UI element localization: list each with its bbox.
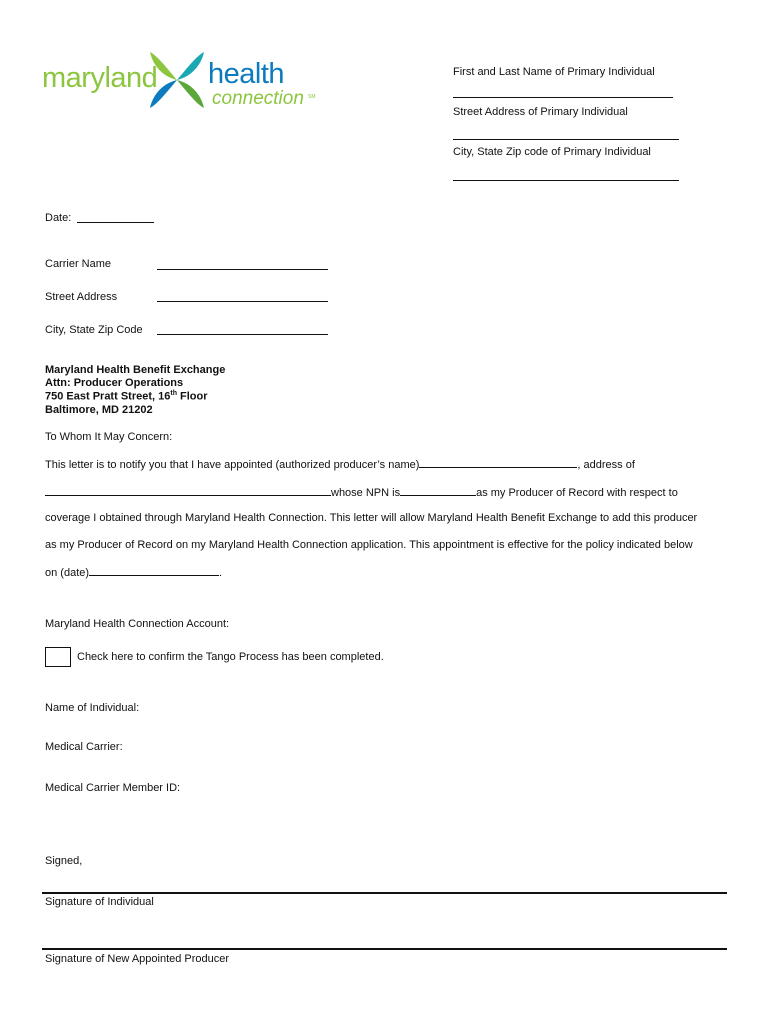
body-line-2	[45, 485, 678, 499]
recipient-line-3-sup: th	[170, 390, 177, 397]
logo-sm-mark: SM	[308, 94, 316, 100]
signature-individual-label: Signature of Individual	[45, 896, 154, 908]
recipient-line-3-main: 750 East Pratt Street, 16	[45, 390, 171, 403]
logo-flower-icon	[146, 50, 208, 110]
checkbox-label: Check here to confirm the Tango Process has been completed.	[77, 651, 384, 663]
primary-street-line[interactable]	[453, 139, 679, 140]
account-label: Maryland Health Connection Account:	[45, 618, 230, 630]
body-line-2-text-a: whose NPN is	[331, 487, 401, 499]
medical-carrier-label: Medical Carrier:	[45, 741, 123, 753]
recipient-line-3-tail: Floor	[176, 390, 208, 403]
carrier-street-label: Street Address	[45, 291, 118, 303]
signature-producer-label: Signature of New Appointed Producer	[45, 953, 230, 965]
carrier-name-label: Carrier Name	[45, 258, 112, 270]
body-line-1-text-a: This letter is to notify you that I have appointed (authorized producer’s name)	[45, 459, 420, 471]
body-line-5-text-b: .	[219, 567, 223, 579]
primary-street-label: Street Address of Primary Individual	[453, 106, 628, 118]
primary-name-label: First and Last Name of Primary Individual	[453, 66, 655, 78]
salutation: To Whom It May Concern:	[45, 431, 173, 443]
body-line-5	[45, 565, 222, 579]
body-line-5-text-a: on (date)	[45, 567, 90, 579]
date-label: Date:	[45, 212, 72, 224]
primary-name-line[interactable]	[453, 97, 673, 98]
signature-producer-line[interactable]	[42, 948, 727, 950]
body-line-2-text-b: as my Producer of Record with respect to	[476, 487, 678, 499]
maryland-health-connection-logo	[40, 48, 340, 118]
recipient-line-3	[45, 390, 208, 403]
logo-word-health: health	[208, 58, 285, 90]
body-line-3: coverage I obtained through Maryland Health Connection. This letter will allow Maryland Health Benefit Exchange to add this producer	[45, 512, 698, 524]
tango-process-checkbox[interactable]	[45, 647, 71, 667]
date-line[interactable]	[77, 222, 154, 223]
signature-individual-line[interactable]	[42, 892, 727, 894]
carrier-city-line[interactable]	[157, 334, 328, 335]
carrier-street-line[interactable]	[157, 301, 328, 302]
npn-blank[interactable]	[400, 485, 476, 496]
body-line-1-text-b: , address of	[577, 459, 635, 471]
member-id-label: Medical Carrier Member ID:	[45, 782, 181, 794]
logo-word-maryland: maryland	[42, 62, 158, 94]
logo-word-connection: connection	[212, 88, 304, 109]
signed-label: Signed,	[45, 855, 83, 867]
body-line-4: as my Producer of Record on my Maryland Health Connection application. This appointment is effective for the policy indicated below	[45, 539, 693, 551]
primary-city-line[interactable]	[453, 180, 679, 181]
individual-name-label: Name of Individual:	[45, 702, 140, 714]
body-line-1	[45, 457, 635, 471]
producer-name-blank[interactable]	[419, 457, 577, 468]
recipient-line-1: Maryland Health Benefit Exchange	[45, 364, 226, 376]
primary-city-label: City, State Zip code of Primary Individual	[453, 146, 651, 158]
carrier-city-label: City, State Zip Code	[45, 324, 143, 336]
producer-address-blank[interactable]	[45, 485, 331, 496]
carrier-name-line[interactable]	[157, 269, 328, 270]
recipient-line-2: Attn: Producer Operations	[45, 377, 184, 389]
recipient-line-4: Baltimore, MD 21202	[45, 404, 153, 416]
effective-date-blank[interactable]	[89, 565, 219, 576]
